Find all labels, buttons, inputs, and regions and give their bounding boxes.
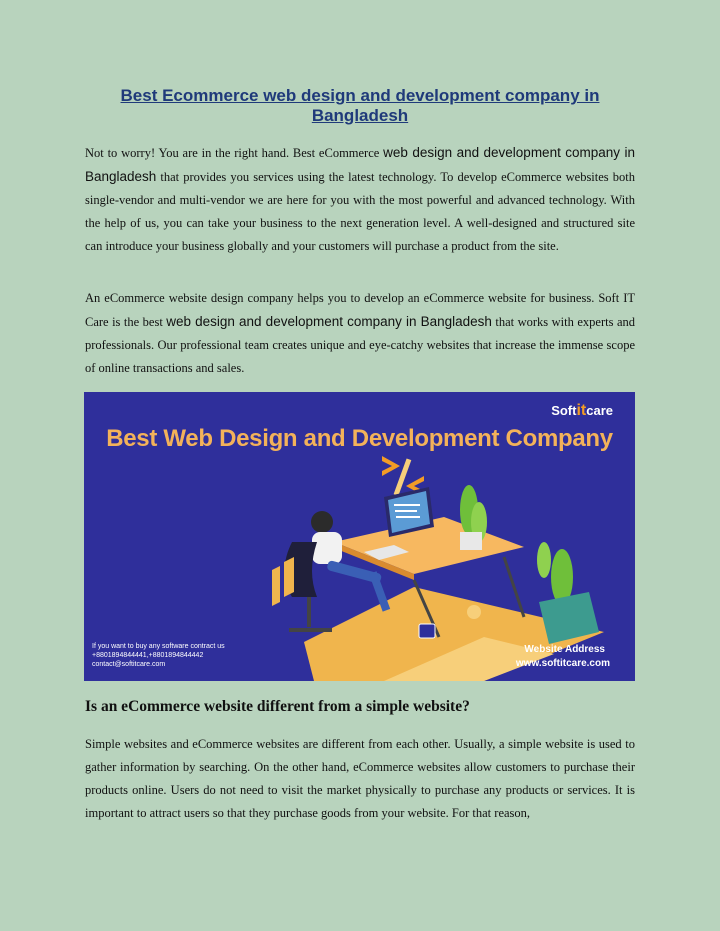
- website-address-label: Website Address: [524, 644, 605, 655]
- website-address-url: www.softitcare.com: [515, 658, 610, 669]
- contact-phones: +8801894844441,+8801894844442: [92, 652, 204, 659]
- company-keyword-link[interactable]: web design and development company in Bangladesh: [166, 314, 492, 329]
- company-text-end: that works with experts and professionals. Our professional team creates unique and eye-catchy websites that increase the immense scope of online transactions and sales.: [85, 315, 635, 375]
- company-paragraph: [85, 287, 635, 380]
- softitcare-logo: Softitcare: [551, 402, 613, 419]
- company-text-start: An eCommerce website design company helps you to develop an eCommerce website for business. Soft IT Care is the best: [85, 291, 635, 329]
- page-title: Best Ecommerce web design and development company in Bangladesh: [120, 86, 600, 125]
- section-heading: Is an eCommerce website different from a simple website?: [85, 698, 470, 715]
- contact-line-1: If you want to buy any software contract us: [92, 643, 225, 650]
- banner-title: Best Web Design and Development Company: [106, 425, 613, 452]
- person-body: [312, 532, 342, 564]
- banner-contact-info: [92, 642, 282, 669]
- cactus-icon: [537, 542, 599, 644]
- comparison-paragraph: Simple websites and eCommerce websites are different from each other. Usually, a simple website is used to gather information by searching. On the other hand, eCommerce websites allow customers to purchase their products online. Users do not need to visit the market physically to purchase any products or services. It is important to attract users so that they purchase goods from your website. For that reason,: [85, 737, 635, 820]
- promo-banner-image: [84, 392, 635, 681]
- intro-paragraph: [85, 141, 635, 258]
- contact-email: contact@softitcare.com: [92, 661, 166, 668]
- person-head: [311, 511, 333, 533]
- intro-text-end: that provides you services using the latest technology. To develop eCommerce websites both single-vendor and multi-vendor we are here for you with the most powerful and advanced technology. With the help of us, you can take your business to the next generation level. A well-designed and structured site can introduce your business globally and your customers will purchase a product from the site.: [85, 170, 635, 253]
- intro-text-start: Not to worry! You are in the right hand. Best eCommerce: [85, 146, 384, 160]
- intro-keyword-link[interactable]: web design and development company in Bangladesh: [85, 145, 635, 184]
